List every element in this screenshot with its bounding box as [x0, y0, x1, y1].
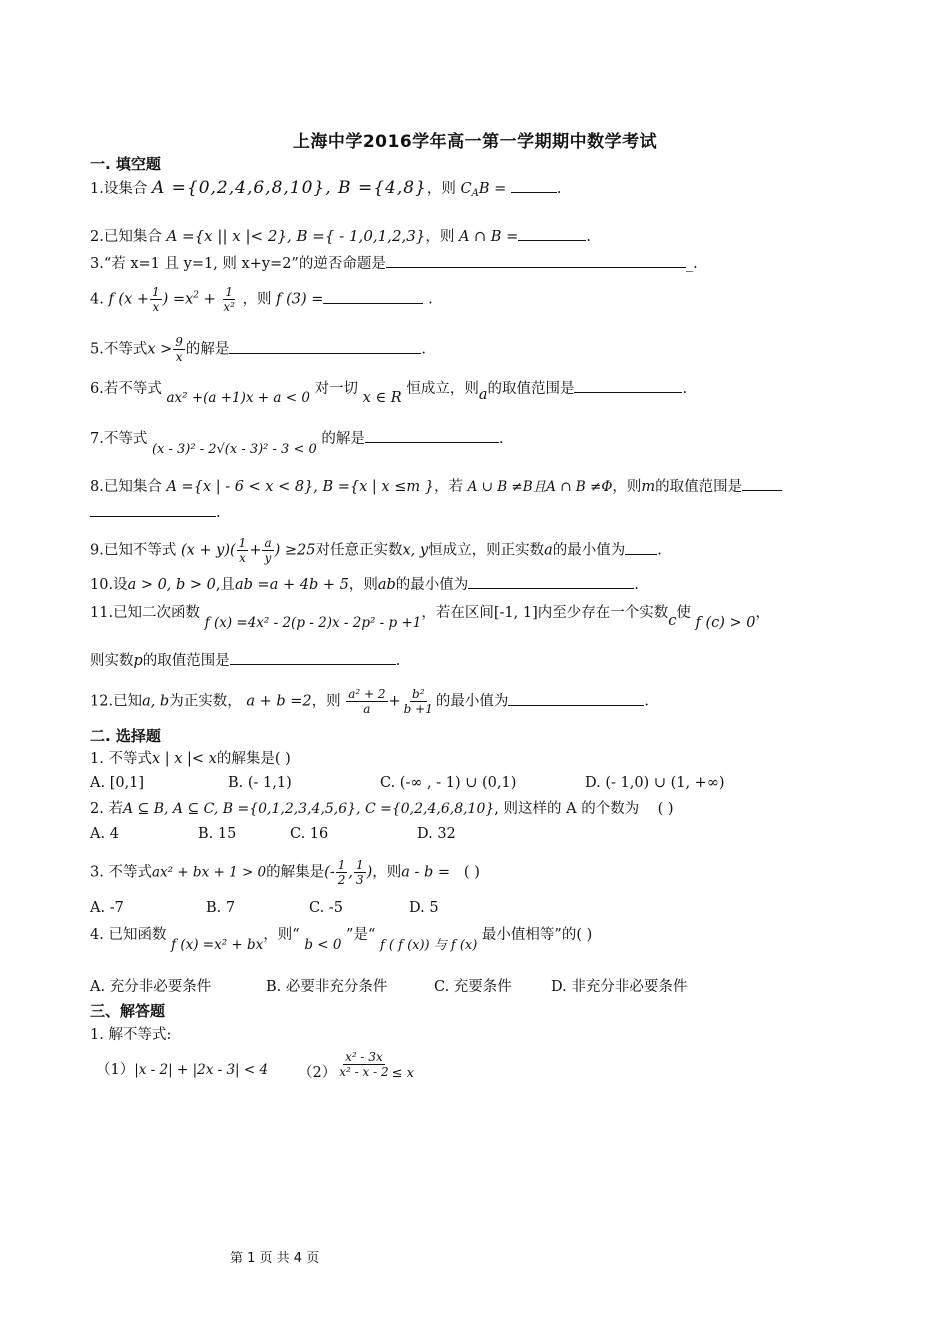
answer-blank[interactable]: [468, 574, 634, 589]
answer-blank[interactable]: [365, 428, 499, 443]
choice-q1-option-d[interactable]: D. (- 1,0) ∪ (1, +∞): [585, 775, 725, 791]
choice-q2: 2. 若A ⊆ B, A ⊆ C, B ={0,1,2,3,4,5,6}, C ={0,2,4,6,8,10}, 则这样的 A 的个数为 ( ): [90, 801, 674, 817]
answer-blank[interactable]: [229, 339, 421, 354]
answer-blank[interactable]: [742, 476, 782, 491]
fill-q12: 12.已知a, b为正实数， a + b =2，则 $\frac{\text{a² + 2}}{a}$ + $\frac{\text{b²}}{b +1}$ 的最小值为 .: [90, 687, 649, 716]
fill-q8: 8.已知集合 A ={x | - 6 < x < 8}, B ={x | x ≤m }，若 A ∪ B ≠B且A ∩ B ≠Φ，则m的取值范围是: [90, 476, 782, 497]
answer-blank[interactable]: [518, 226, 586, 241]
answer-blank[interactable]: [508, 691, 644, 706]
answer-blank[interactable]: [90, 502, 216, 517]
answer-blank[interactable]: [323, 289, 423, 304]
fill-q5: 5.不等式x > $\frac{9}{x}$ 的解是 .: [90, 335, 427, 364]
fill-q11: 11.已知二次函数 f (x) =4x² - 2(p - 2)x - 2p² - p +1，若在区间[-1, 1]内至少存在一个实数c使 f (c) > 0，: [90, 605, 770, 631]
answer-blank[interactable]: [230, 650, 396, 665]
choice-q2-option-d[interactable]: D. 32: [417, 826, 456, 842]
choice-q4-option-c[interactable]: C. 充要条件: [434, 979, 512, 995]
choice-q2-option-a[interactable]: A. 4: [90, 826, 119, 842]
fill-q10: 10.设a > 0, b > 0,且ab =a + 4b + 5，则ab的最小值为 .: [90, 574, 639, 595]
answer-blank[interactable]: [574, 378, 682, 393]
fill-q1: 1.设集合 A ={0,2,4,6,8,10}, B ={4,8}，则 $C_AB$ = .: [90, 178, 562, 199]
fill-q11-cont: 则实数p的取值范围是 .: [90, 650, 400, 671]
choice-q1-option-a[interactable]: A. [0,1]: [90, 775, 145, 791]
answer-blank[interactable]: [511, 178, 557, 193]
page-title: 上海中学2016学年高一第一学期期中数学考试: [292, 132, 658, 152]
page-footer: 第 1 页 共 4 页: [230, 1251, 320, 1266]
answer-q1-part2: （2） $\frac{\text{x² - 3x}}{\text{x² - x - 2}}$ ≤ x: [298, 1050, 414, 1081]
fill-q9: 9.已知不等式 (x + y)( $\frac{1}{x}$ + $\frac{a}{y}$ ) ≥25对任意正实数x, y恒成立，则正实数a的最小值为 .: [90, 536, 662, 565]
choice-q3: 3. 不等式ax² + bx + 1 > 0的解集是(- $\frac{1}{2}$ , $\frac{1}{3}$ )，则a - b = ( ): [90, 858, 480, 887]
choice-q3-option-d[interactable]: D. 5: [409, 900, 439, 916]
choice-q4-option-b[interactable]: B. 必要非充分条件: [266, 979, 388, 995]
fill-q3: 3.“若 x=1 且 y=1, 则 x+y=2”的逆否命题是 _.: [90, 253, 698, 274]
answer-q1: 1. 解不等式:: [90, 1027, 172, 1043]
answer-q1-part1: （1）|x - 2| + |2x - 3| < 4: [96, 1062, 269, 1078]
choice-q1-option-b[interactable]: B. (- 1,1): [228, 775, 292, 791]
choice-q3-option-b[interactable]: B. 7: [206, 900, 236, 916]
fill-q4: 4. f (x + $\frac{1}{x}$ ) $=x^2$ + $\frac{1}{\text{x²}}$ ，则 f (3) = .: [90, 285, 433, 314]
choice-q3-option-c[interactable]: C. -5: [309, 900, 343, 916]
fill-q7: 7.不等式 (x - 3)² - 2√(x - 3)² - 3 < 0 的解是 .: [90, 428, 503, 450]
section-fill-heading: 一. 填空题: [90, 155, 161, 173]
section-answer-heading: 三、解答题: [90, 1002, 166, 1020]
section-choice-heading: 二. 选择题: [90, 727, 161, 745]
answer-blank[interactable]: [386, 253, 686, 268]
fill-q6: 6.若不等式 ax² +(a +1)x + a < 0 对一切 x ∈ R 恒成立，则a的取值范围是 .: [90, 378, 687, 399]
fill-q8-cont: .: [90, 502, 221, 523]
fill-q2: 2.已知集合 A ={x || x |< 2}, B ={ - 1,0,1,2,3}，则 A ∩ B = .: [90, 227, 591, 245]
answer-blank[interactable]: [625, 540, 657, 555]
choice-q4-option-d[interactable]: D. 非充分非必要条件: [551, 979, 688, 995]
choice-q2-option-c[interactable]: C. 16: [290, 826, 329, 842]
choice-q3-option-a[interactable]: A. -7: [90, 900, 124, 916]
choice-q4-option-a[interactable]: A. 充分非必要条件: [90, 979, 212, 995]
choice-q4: 4. 已知函数 f (x) =x² + bx，则“ b < 0 ”是“ f ( f (x)) 与 f (x) 最小值相等”的( ): [90, 927, 593, 953]
choice-q1-option-c[interactable]: C. (-∞ , - 1) ∪ (0,1): [380, 775, 517, 791]
choice-q1: 1. 不等式x | x |< x的解集是( ): [90, 751, 291, 767]
choice-q2-option-b[interactable]: B. 15: [198, 826, 237, 842]
